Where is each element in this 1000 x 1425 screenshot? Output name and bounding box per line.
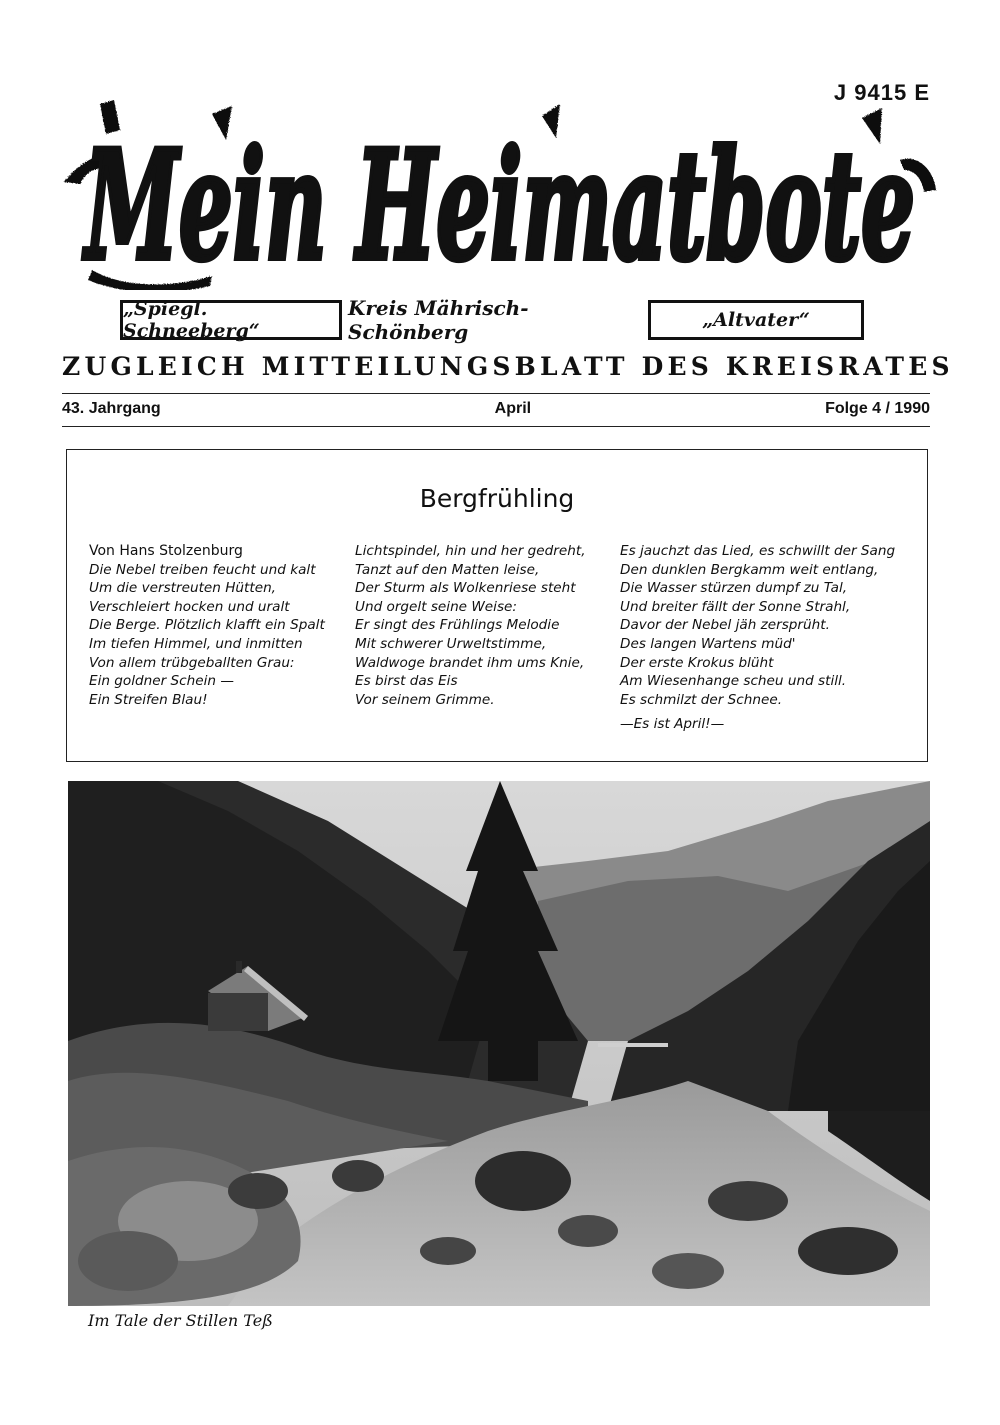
issue-label: Folge 4 / 1990 [825,400,930,417]
poem-line: Vor seinem Grimme. [355,691,495,708]
photo-caption: Im Tale der Stillen Teß [88,1311,273,1330]
poem-line: Den dunklen Bergkamm weit entlang, [620,561,879,578]
divider-top [62,393,930,394]
poem-line: Lichtspindel, hin und her gedreht, [355,543,586,559]
poem-line: Tanzt auf den Matten leise, [355,561,540,578]
poem-author: Von Hans Stolzenburg [89,543,243,559]
poem-line: Die Nebel treiben feucht und kalt [89,561,316,578]
poem-line: Die Berge. Plötzlich klafft ein Spalt [89,617,325,634]
poem-line: Am Wiesenhange scheu und still. [620,673,847,690]
poem-line: Es birst das Eis [355,673,458,690]
poem-column-2 [355,542,586,709]
poem-line: Es schmilzt der Schnee. [620,691,783,708]
poem-line: Des langen Wartens müd' [620,635,796,652]
banner-left-box: „Spiegl. Schneeberg“ [120,300,342,340]
landscape-photo [68,781,930,1306]
poem-box [66,449,928,762]
month-label: April [494,400,532,417]
poem-line: Es jauchzt das Lied, es schwillt der Sang [620,543,896,559]
poem-line: Davor der Nebel jäh zersprüht. [620,617,830,634]
poem-line: Um die verstreuten Hütten, [89,580,277,597]
issn-code: J 9415 E [833,80,930,105]
poem-line: Ein goldner Schein — [89,673,234,690]
poem-line: Von allem trübgeballten Grau: [89,654,295,671]
poem-closing: —Es ist April!— [620,716,725,733]
issue-info-line [62,400,930,418]
poem-line: Ein Streifen Blau! [89,691,208,708]
banner-district: Kreis Mährisch-Schönberg [348,296,529,344]
poem-line: Im tiefen Himmel, und inmitten [89,635,303,652]
poem-line: Und breiter fällt der Sonne Strahl, [620,598,851,615]
poem-line: Der Sturm als Wolkenriese steht [355,580,576,597]
poem-column-1 [89,542,325,709]
poem-line: Der erste Krokus blüht [620,654,774,671]
banner-right-box: „Altvater“ [648,300,864,340]
poem-line: Und orgelt seine Weise: [355,598,517,615]
poem-line: Er singt des Frühlings Melodie [355,617,560,634]
subtitle: ZUGLEICH MITTEILUNGSBLATT DES KREISRATES [62,352,954,381]
divider-bottom [62,426,930,427]
poem-title: Bergfrühling [419,484,575,513]
poem-column-3 [620,542,895,734]
poem-line: Die Wasser stürzen dumpf zu Tal, [620,580,848,597]
volume-label: 43. Jahrgang [62,400,161,417]
poem-line: Verschleiert hocken und uralt [89,598,290,615]
poem-line: Waldwoge brandet ihm ums Knie, [355,654,585,671]
poem-line: Mit schwerer Urweltstimme, [355,635,547,652]
masthead-logo [62,100,938,290]
masthead-title: Mein Heimatbote [82,118,915,290]
